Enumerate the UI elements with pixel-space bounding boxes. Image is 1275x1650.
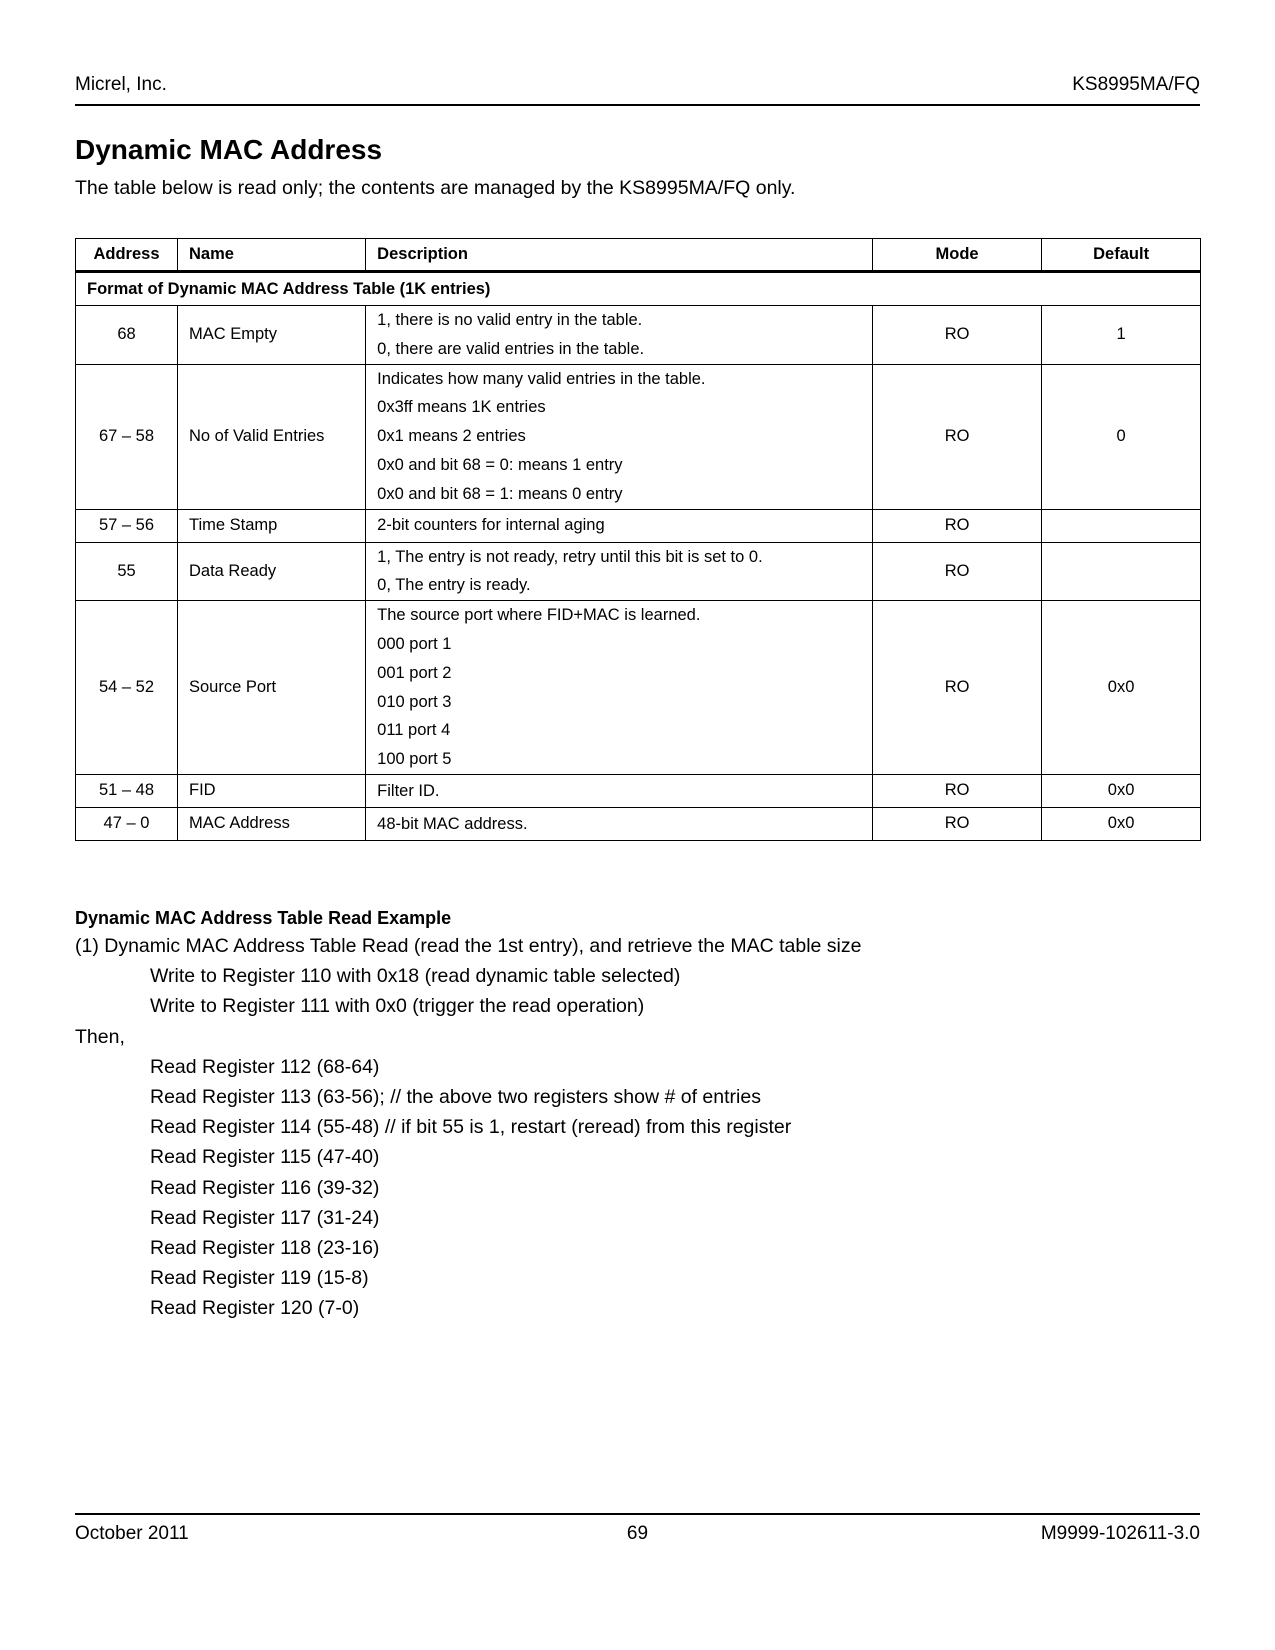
- example-read-line: Read Register 118 (23-16): [150, 1237, 380, 1260]
- column-header-description: Description: [366, 239, 873, 272]
- cell-default: [1042, 542, 1201, 601]
- example-title: Dynamic MAC Address Table Read Example: [75, 908, 452, 928]
- cell-default: 0x0: [1042, 601, 1201, 775]
- cell-default: 0x0: [1042, 774, 1201, 807]
- cell-description: [366, 601, 873, 775]
- cell-default: 0: [1042, 364, 1201, 509]
- table-section-row: [76, 272, 1201, 306]
- description-line: The source port where FID+MAC is learned.: [377, 606, 701, 625]
- cell-address: 67 – 58: [76, 364, 178, 509]
- table-header-row: [76, 239, 1201, 272]
- cell-name: MAC Address: [177, 807, 365, 840]
- description-line: 0x3ff means 1K entries: [377, 398, 546, 417]
- footer-page-number: 69: [626, 1523, 649, 1544]
- table-row: [76, 509, 1201, 542]
- cell-mode: RO: [872, 774, 1041, 807]
- description-line: 0x1 means 2 entries: [377, 427, 526, 446]
- page-footer: [75, 1513, 1200, 1555]
- cell-mode: RO: [872, 807, 1041, 840]
- cell-default: 0x0: [1042, 807, 1201, 840]
- description-line: 0x0 and bit 68 = 1: means 0 entry: [377, 484, 623, 503]
- cell-mode: RO: [872, 542, 1041, 601]
- example-then: Then,: [75, 1025, 125, 1048]
- table-section-title: Format of Dynamic MAC Address Table (1K entries): [76, 272, 1201, 306]
- example-read-line: Read Register 120 (7-0): [150, 1297, 360, 1320]
- intro-text: The table below is read only; the contents are managed by the KS8995MA/FQ only.: [75, 177, 796, 199]
- column-header-default: Default: [1042, 239, 1201, 272]
- cell-default: [1042, 509, 1201, 542]
- example-read-line: Read Register 113 (63-56); // the above two registers show # of entries: [150, 1086, 761, 1109]
- footer-doc-number: M9999-102611-3.0: [1040, 1523, 1200, 1544]
- description-line: Filter ID.: [377, 781, 440, 800]
- description-line: 1, there is no valid entry in the table.: [377, 311, 643, 329]
- register-table: [75, 238, 1201, 841]
- page-title: Dynamic MAC Address: [75, 134, 383, 165]
- description-line: 0x0 and bit 68 = 0: means 1 entry: [377, 455, 623, 474]
- footer-date: October 2011: [75, 1523, 189, 1544]
- description-line: 010 port 3: [377, 692, 452, 711]
- table-row: [76, 774, 1201, 807]
- description-line: 1, The entry is not ready, retry until this bit is set to 0.: [377, 547, 763, 566]
- cell-name: Source Port: [177, 601, 365, 775]
- cell-description: [366, 774, 873, 807]
- description-line: 48-bit MAC address.: [377, 814, 528, 833]
- header-part-number: KS8995MA/FQ: [1072, 74, 1200, 95]
- cell-default: 1: [1042, 306, 1201, 365]
- cell-name: FID: [177, 774, 365, 807]
- cell-description: [366, 509, 873, 542]
- header-company: Micrel, Inc.: [75, 74, 167, 95]
- cell-address: 55: [76, 542, 178, 601]
- table-row: [76, 364, 1201, 509]
- cell-description: [366, 542, 873, 601]
- table-row: [76, 807, 1201, 840]
- cell-address: 51 – 48: [76, 774, 178, 807]
- column-header-name: Name: [177, 239, 365, 272]
- description-line: 0, The entry is ready.: [377, 576, 531, 595]
- description-line: 011 port 4: [377, 721, 451, 740]
- cell-description: [366, 306, 873, 365]
- description-line: Indicates how many valid entries in the table.: [377, 369, 706, 388]
- cell-address: 68: [76, 306, 178, 365]
- cell-mode: RO: [872, 601, 1041, 775]
- cell-description: [366, 807, 873, 840]
- column-header-address: Address: [76, 239, 178, 272]
- description-line: 2-bit counters for internal aging: [377, 516, 605, 535]
- cell-name: Time Stamp: [177, 509, 365, 542]
- description-line: 0, there are valid entries in the table.: [377, 339, 645, 358]
- example-read-line: Read Register 114 (55-48) // if bit 55 is 1, restart (reread) from this register: [150, 1116, 792, 1139]
- example-read-line: Read Register 119 (15-8): [150, 1267, 369, 1290]
- column-header-mode: Mode: [872, 239, 1041, 272]
- description-line: 001 port 2: [377, 663, 452, 682]
- cell-name: No of Valid Entries: [177, 364, 365, 509]
- cell-mode: RO: [872, 364, 1041, 509]
- cell-name: MAC Empty: [177, 306, 365, 365]
- example-read-line: Read Register 112 (68-64): [150, 1055, 380, 1078]
- example-write-line: Write to Register 110 with 0x18 (read dynamic table selected): [150, 965, 681, 988]
- example-step: (1) Dynamic MAC Address Table Read (read the 1st entry), and retrieve the MAC table size: [75, 935, 862, 957]
- example-write-line: Write to Register 111 with 0x0 (trigger the read operation): [150, 995, 645, 1018]
- page-header: [75, 74, 1200, 106]
- cell-address: 47 – 0: [76, 807, 178, 840]
- cell-address: 54 – 52: [76, 601, 178, 775]
- cell-name: Data Ready: [177, 542, 365, 601]
- cell-address: 57 – 56: [76, 509, 178, 542]
- description-line: 100 port 5: [377, 750, 452, 769]
- example-read-line: Read Register 117 (31-24): [150, 1206, 380, 1229]
- cell-description: [366, 364, 873, 509]
- cell-mode: RO: [872, 509, 1041, 542]
- cell-mode: RO: [872, 306, 1041, 365]
- table-row: [76, 542, 1201, 601]
- table-row: [76, 601, 1201, 775]
- table-row: [76, 306, 1201, 365]
- example-read-line: Read Register 116 (39-32): [150, 1176, 380, 1199]
- description-line: 000 port 1: [377, 634, 452, 653]
- read-example: [75, 905, 1205, 1324]
- example-read-line: Read Register 115 (47-40): [150, 1146, 380, 1169]
